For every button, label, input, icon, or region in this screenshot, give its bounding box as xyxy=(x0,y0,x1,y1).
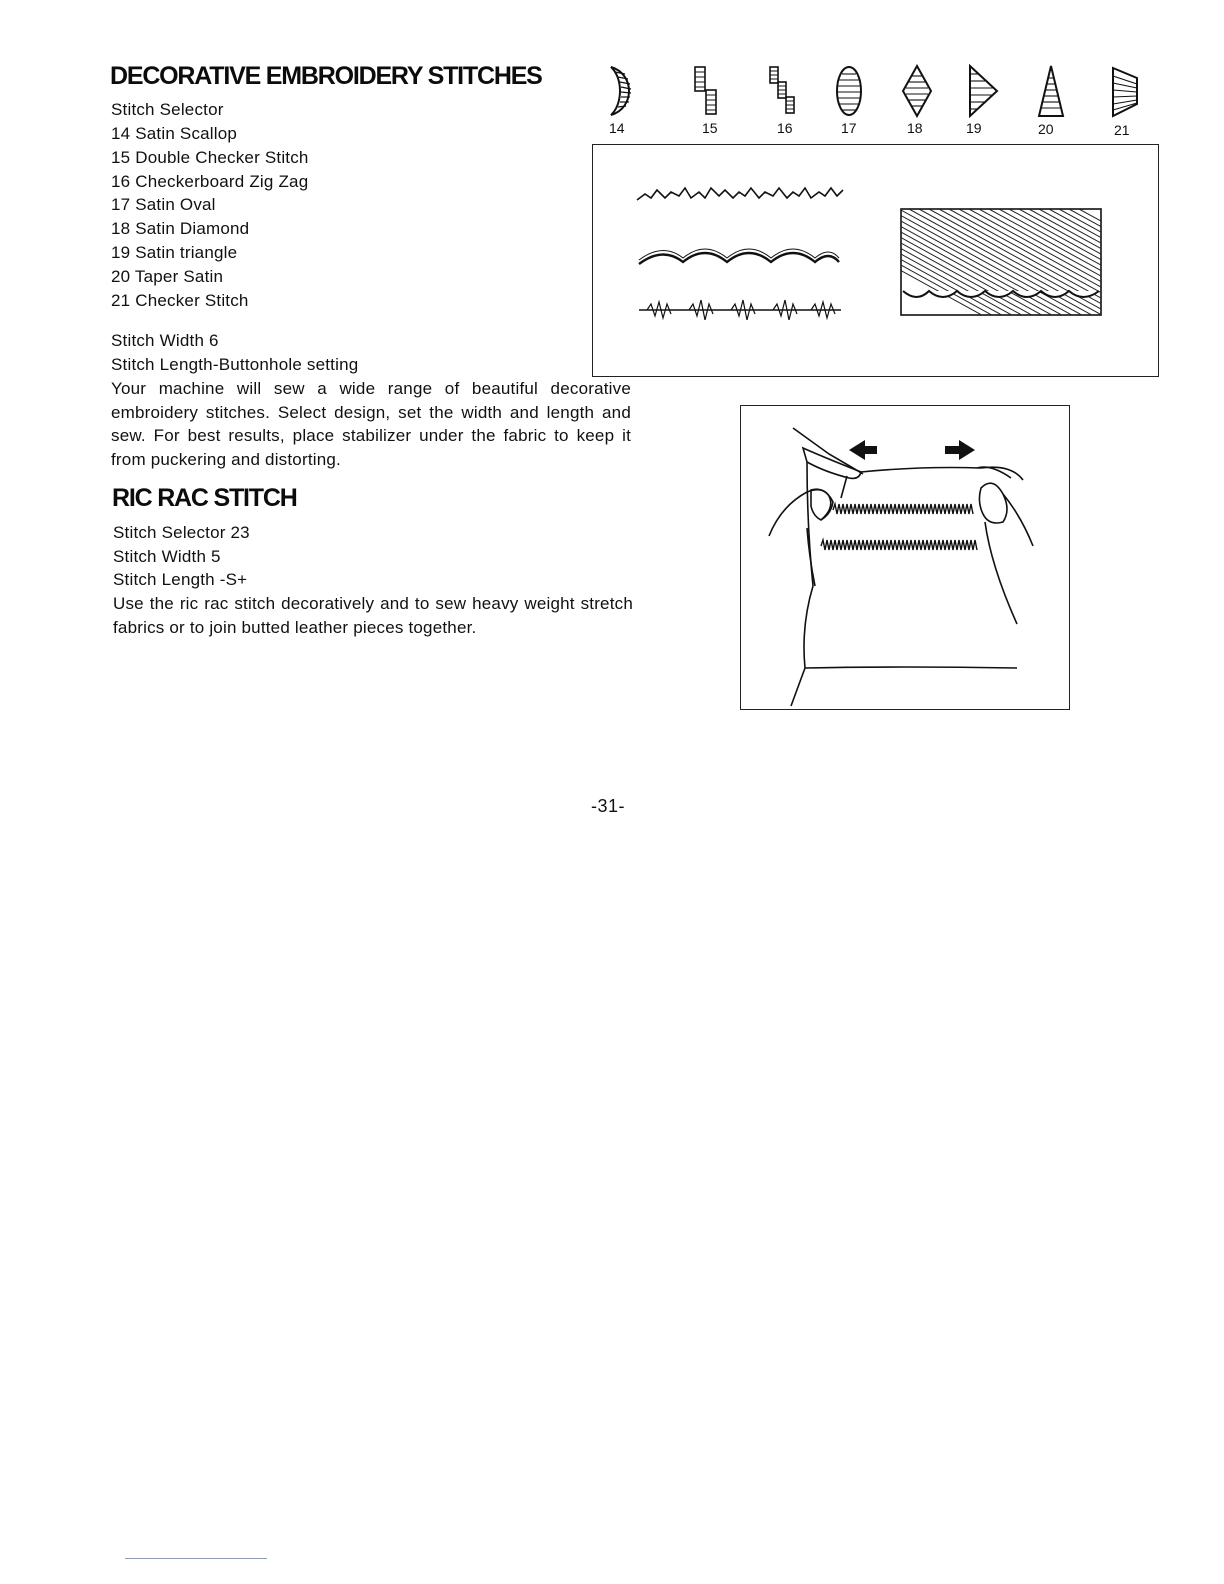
page-number: -31- xyxy=(591,796,626,816)
stitch-item-18: 18 Satin Diamond xyxy=(111,219,250,239)
stitch-item-14: 14 Satin Scallop xyxy=(111,124,238,143)
stitch-sample-box xyxy=(592,144,1159,377)
pattern-number-17: 17 xyxy=(841,120,857,136)
ricrac-width: Stitch Width 5 xyxy=(113,547,221,566)
stitch-sample-illustration xyxy=(633,180,853,320)
ricrac-length: Stitch Length -S+ xyxy=(113,570,248,589)
ricrac-selector: Stitch Selector 23 xyxy=(113,523,250,542)
double-checker-icon xyxy=(692,66,722,116)
scan-artifact-line xyxy=(125,1558,267,1559)
decorative-heading: DECORATIVE EMBROIDERY STITCHES xyxy=(110,62,542,90)
decorative-length: Stitch Length-Buttonhole setting xyxy=(111,355,359,374)
pattern-number-15: 15 xyxy=(702,120,718,136)
satin-oval-icon xyxy=(833,64,865,118)
pattern-number-14: 14 xyxy=(609,120,625,136)
decorative-selector-label: Stitch Selector xyxy=(111,100,224,119)
satin-diamond-icon xyxy=(900,64,934,118)
ricrac-illustration-box xyxy=(740,405,1070,710)
pattern-icon-row xyxy=(590,60,1170,140)
checker-stitch-icon xyxy=(1109,66,1143,120)
decorative-body: Your machine will sew a wide range of beautiful decorative embroidery stitches. Select design, set the width and length and sew. For best results, place stabilizer under the fabric to keep it from puckering and distorting. xyxy=(111,379,631,469)
pattern-number-18: 18 xyxy=(907,120,923,136)
stitch-item-17: 17 Satin Oval xyxy=(111,195,216,215)
decorative-width: Stitch Width 6 xyxy=(111,331,219,350)
satin-scallop-icon xyxy=(605,64,641,118)
satin-triangle-icon xyxy=(966,64,1000,118)
pattern-number-20: 20 xyxy=(1038,121,1054,137)
taper-satin-icon xyxy=(1036,64,1066,118)
stitch-item-16: 16 Checkerboard Zig Zag xyxy=(111,171,309,191)
hands-guiding-fabric-illustration xyxy=(741,406,1067,707)
pattern-number-19: 19 xyxy=(966,120,982,136)
ricrac-heading: RIC RAC STITCH xyxy=(112,484,297,512)
hatched-fabric-sample xyxy=(899,207,1105,319)
stitch-item-19: 19 Satin triangle xyxy=(111,242,238,262)
stitch-item-21: 21 Checker Stitch xyxy=(111,290,249,310)
pattern-number-16: 16 xyxy=(777,120,793,136)
ricrac-body: Use the ric rac stitch decoratively and to sew heavy weight stretch fabrics or to join butted leather pieces together. xyxy=(113,594,633,637)
stitch-list xyxy=(111,122,309,312)
direction-arrows xyxy=(849,440,975,460)
pattern-number-21: 21 xyxy=(1114,122,1130,138)
stitch-item-15: 15 Double Checker Stitch xyxy=(111,147,309,167)
stitch-item-20: 20 Taper Satin xyxy=(111,266,224,286)
checkerboard-zigzag-icon xyxy=(768,66,798,116)
